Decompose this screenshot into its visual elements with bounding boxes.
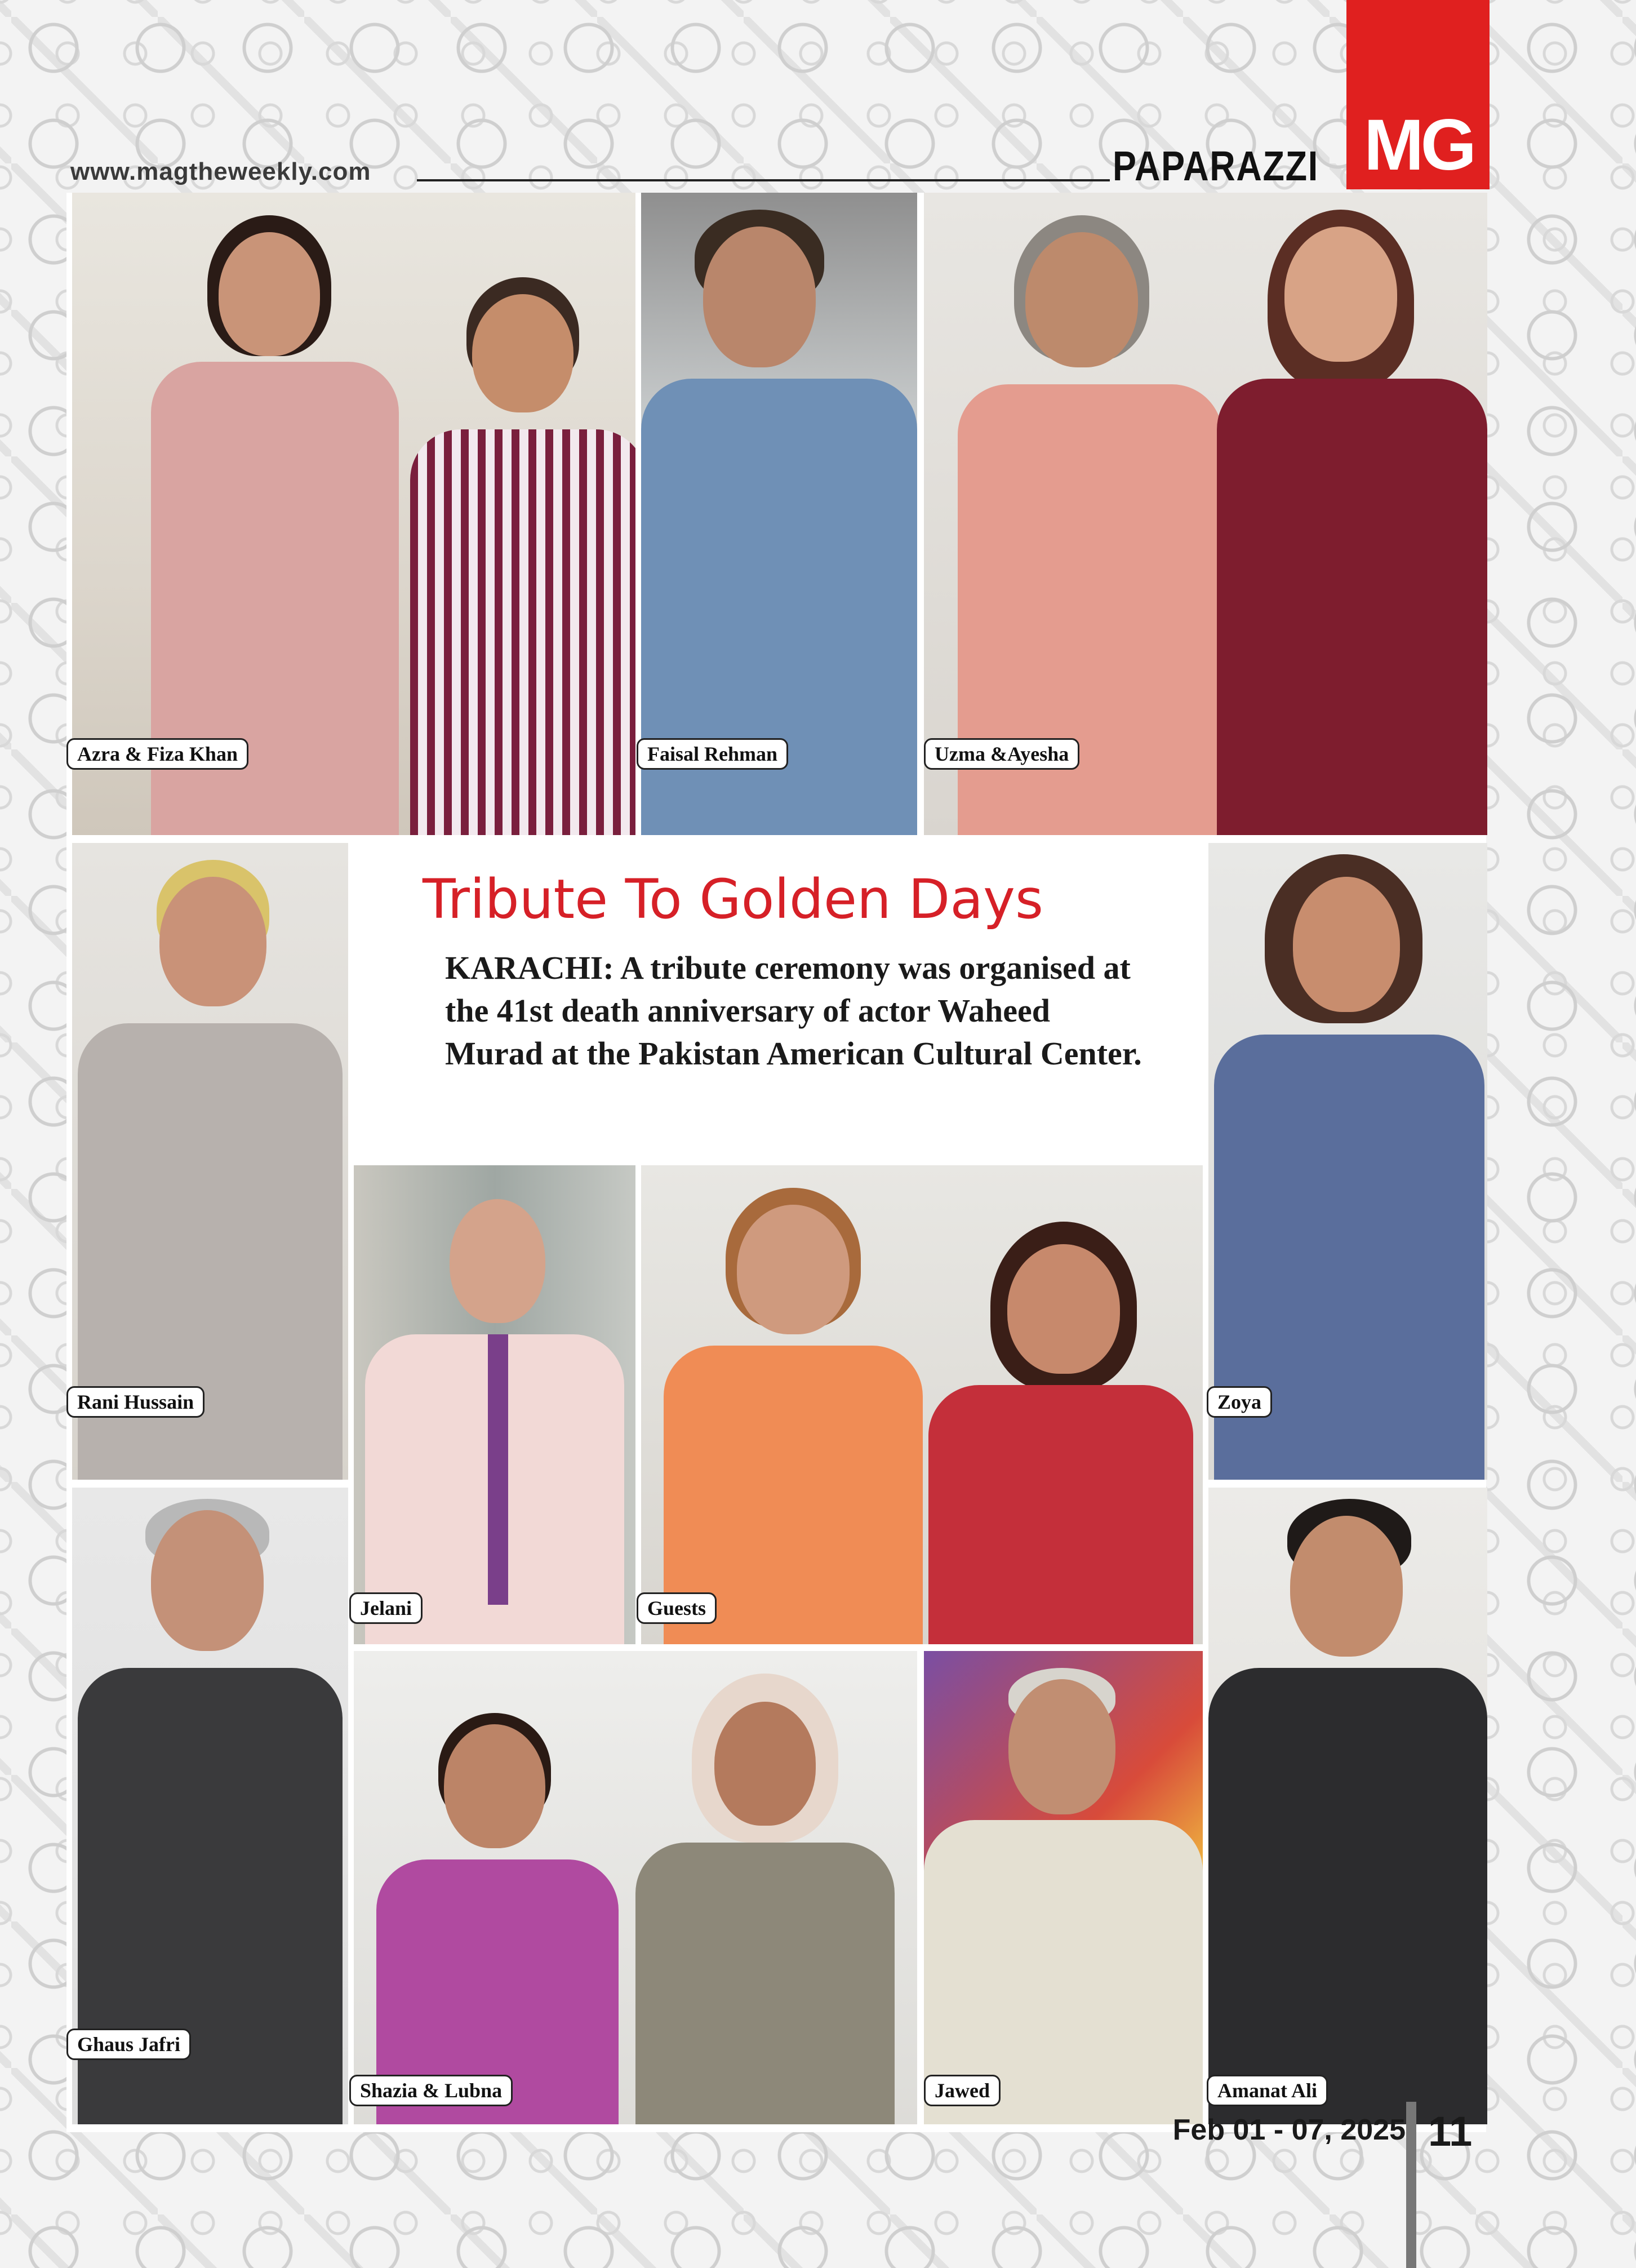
caption-shazia-lubna: Shazia & Lubna — [349, 2075, 513, 2106]
caption-jawed: Jawed — [924, 2075, 1001, 2106]
caption-uzma-ayesha: Uzma &Ayesha — [924, 738, 1079, 770]
caption-jelani: Jelani — [349, 1592, 423, 1624]
photo-shazia-lubna — [354, 1651, 917, 2124]
issue-date: Feb 01 - 07, 2025 — [1172, 2114, 1406, 2146]
page-number-bar — [1406, 2102, 1416, 2268]
caption-amanat: Amanat Ali — [1207, 2075, 1328, 2106]
caption-guests: Guests — [637, 1592, 717, 1624]
photo-jawed — [924, 1651, 1203, 2124]
header-rule — [417, 179, 1110, 181]
site-url[interactable]: www.magtheweekly.com — [70, 158, 371, 185]
photo-amanat — [1208, 1488, 1487, 2124]
mag-logo-text: MG — [1363, 105, 1474, 185]
photo-guests — [641, 1165, 1203, 1644]
caption-rani: Rani Hussain — [66, 1386, 204, 1418]
photo-zoya — [1208, 843, 1487, 1480]
caption-ghaus: Ghaus Jafri — [66, 2029, 191, 2060]
page-number: 11 — [1428, 2108, 1473, 2155]
article-title: Tribute To Golden Days — [423, 868, 1043, 931]
photo-rani — [72, 843, 348, 1480]
section-label: PAPARAZZI — [1113, 143, 1319, 189]
caption-faisal: Faisal Rehman — [637, 738, 788, 770]
article-body: KARACHI: A tribute ceremony was organised at the 41st death anniversary of actor Waheed Murad at the Pakistan American Cultural Center. — [445, 949, 1142, 1072]
caption-zoya: Zoya — [1207, 1386, 1272, 1418]
photo-jelani — [354, 1165, 635, 1644]
caption-azra-fiza: Azra & Fiza Khan — [66, 738, 248, 770]
